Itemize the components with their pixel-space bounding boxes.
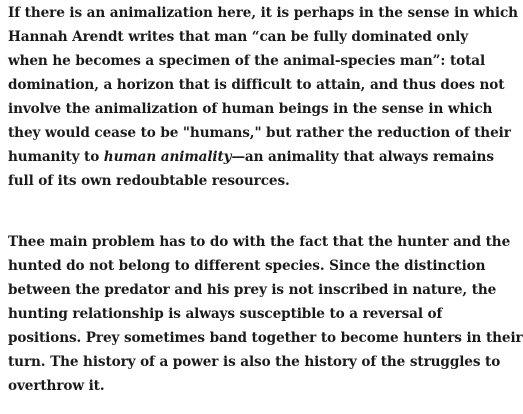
- paragraph-2: [8, 230, 523, 398]
- text-line: overthrow it.: [8, 378, 105, 394]
- text-line: domination, a horizon that is difficult to attain, and thus does not: [8, 77, 505, 93]
- emphasized-text: human animality: [103, 149, 232, 165]
- text-line: turn. The history of a power is also the history of the struggles to: [8, 354, 501, 370]
- text-line: they would cease to be "humans," but rather the reduction of their: [8, 125, 511, 141]
- text-line: when he becomes a specimen of the animal-species man”: total: [8, 53, 486, 69]
- text-line: hunting relationship is always susceptible to a reversal of: [8, 306, 443, 322]
- paragraph-1: [8, 1, 518, 193]
- text-line-with-emphasis: [8, 145, 494, 169]
- text-line: between the predator and his prey is not inscribed in nature, the: [8, 282, 497, 298]
- text-line: Hannah Arendt writes that man “can be fully dominated only: [8, 29, 469, 45]
- text-line: If there is an animalization here, it is perhaps in the sense in which: [8, 5, 518, 21]
- text-line: involve the animalization of human beings in the sense in which: [8, 101, 493, 117]
- text-line: full of its own redoubtable resources.: [8, 173, 290, 189]
- text-segment: humanity to: [8, 149, 104, 165]
- text-segment: —an animality that always remains: [231, 149, 494, 165]
- text-line: positions. Prey sometimes band together to become hunters in their: [8, 330, 523, 346]
- document-page: [8, 0, 523, 414]
- text-line: Thee main problem has to do with the fact that the hunter and the: [8, 234, 511, 250]
- text-line: hunted do not belong to different species. Since the distinction: [8, 258, 486, 274]
